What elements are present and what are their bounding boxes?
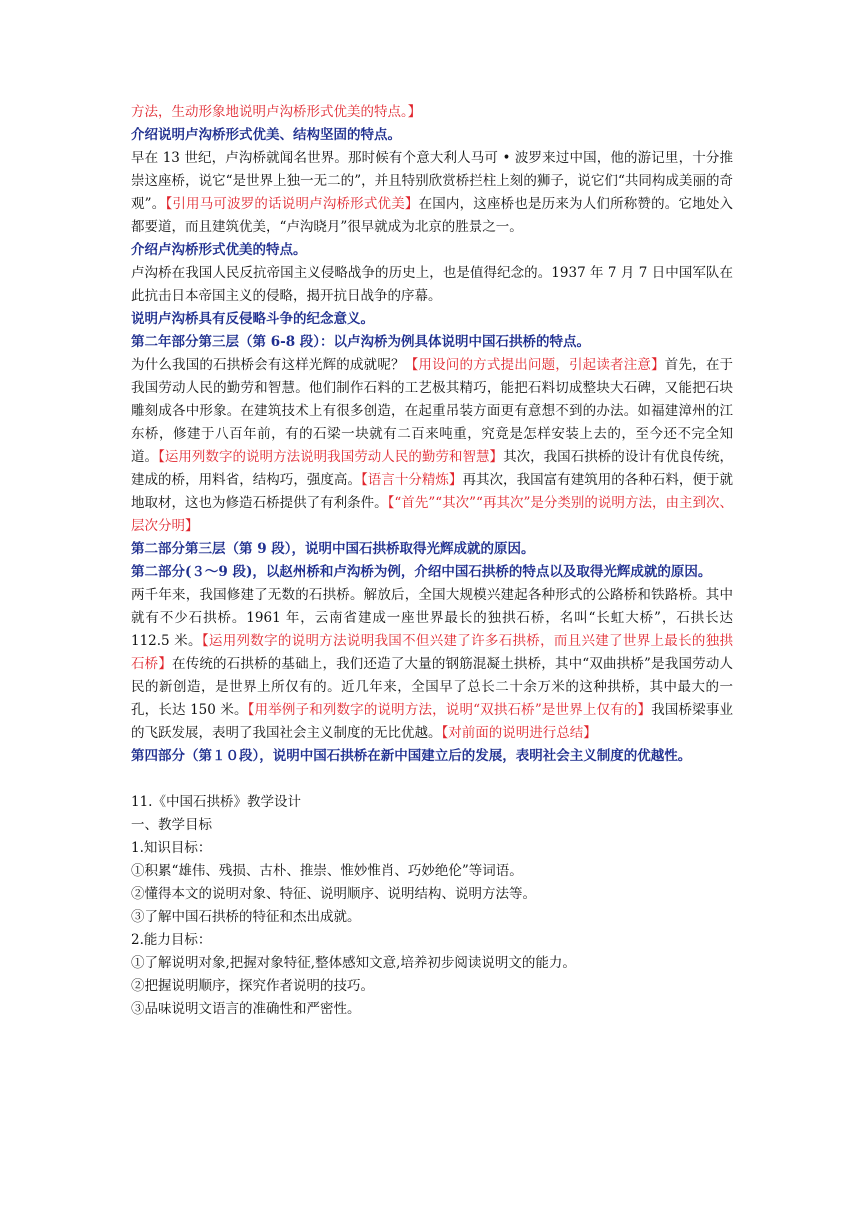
body-text: 2.能力目标： (131, 932, 212, 948)
section-heading: 第四部分（第１０段），说明中国石拱桥在新中国建立后的发展，表明社会主义制度的优越性。 (131, 748, 692, 764)
body-text: ②把握说明顺序，探究作者说明的技巧。 (131, 978, 374, 994)
body-text: 11.《中国石拱桥》教学设计 (131, 794, 301, 810)
section-heading: 介绍卢沟桥形式优美的特点。 (131, 242, 307, 258)
paragraph (131, 147, 733, 239)
body-text: 首先，在于我国劳动人民的勤劳和智慧。他们制作石料的工艺极其精巧，能把石料切成整块大石碑，又能把石块雕刻成各中形象。在建筑技术上有很多创造，在起重吊装方面更有意想不到的办法。如福建漳州的江东桥，修建于八百年前，有的石梁一块就有二百来吨重，究竟是怎样安装上去的，至今还不完全知道。 (131, 357, 734, 465)
document-page (131, 101, 733, 1021)
body-text: ①了解说明对象,把握对象特征,整体感知文意,培养初步阅读说明文的能力。 (131, 955, 576, 971)
annotation-text: 【用设问的方式提出问题，引起读者注意】 (404, 357, 665, 373)
section-heading: 介绍说明卢沟桥形式优美、结构坚固的特点。 (131, 127, 401, 143)
body-text: 在传统的石拱桥的基础上，我们还造了大量的钢筋混凝土拱桥，其中“双曲拱桥”是我国劳动人民的新创造，是世界上所仅有的。近几年来，全国早了总长二十余万米的这种拱桥，其中最大的一孔，长达 150 米。 (131, 656, 733, 718)
body-text: ③品味说明文语言的准确性和严密性。 (131, 1001, 361, 1017)
body-text: 为什么我国的石拱桥会有这样光辉的成就呢？ (131, 357, 405, 373)
body-text: 两千年来，我国修建了无数的石拱桥。解放后，全国大规模兴建起各种形式的公路桥和铁路桥。其中就有不少石拱桥。1961 年，云南省建成一座世界最长的独拱石桥，名叫“长虹大桥”，石拱长达 112.5 米。 (131, 587, 733, 649)
body-text: 再其次，我国富有建筑用的各种石料，便于就地取材，这也为修造石桥提供了有利条件。 (131, 472, 734, 511)
annotation-text: 【语言十分精炼】 (360, 472, 463, 488)
body-text: ②懂得本文的说明对象、特征、说明顺序、说明结构、说明方法等。 (131, 886, 536, 902)
body-text: 一、教学目标 (131, 817, 212, 833)
body-text: 早在 13 世纪，卢沟桥就闻名世界。那时候有个意大利人马可 • 波罗来过中国，他的游记里，十分推崇这座桥，说它“是世界上独一无二的”，并且特别欣赏桥拦柱上刻的狮子，说它们“共同构成美丽的奇观”。 (131, 150, 733, 212)
body-text: 卢沟桥在我国人民反抗帝国主义侵略战争的历史上，也是值得纪念的。1937 年 7 月 7 日中国军队在此抗击日本帝国主义的侵略，揭开抗日战争的序幕。 (131, 265, 733, 304)
body-text: ①积累“雄伟、残损、古朴、推崇、惟妙惟肖、巧妙绝伦”等词语。 (131, 863, 523, 879)
body-text: ③了解中国石拱桥的特征和杰出成就。 (131, 909, 361, 925)
annotation-text: 【运用列数字的说明方法说明我国不但兴建了许多石拱桥，而且兴建了世界上最长的独拱石桥】 (131, 633, 733, 672)
body-text: 1.知识目标： (131, 840, 212, 856)
paragraph (131, 584, 733, 745)
annotation-text: 【运用列数字的说明方法说明我国劳动人民的勤劳和智慧】 (158, 449, 504, 465)
annotation-text: 【对前面的说明进行总结】 (441, 725, 597, 741)
section-heading: 第二部分第三层（第 9 段），说明中国石拱桥取得光辉成就的原因。 (131, 541, 535, 557)
annotation-text: 方法，生动形象地说明卢沟桥形式优美的特点。】 (131, 104, 422, 120)
annotation-text: 【用举例子和列数字的说明方法，说明“双拱石桥”是世界上仅有的】 (247, 702, 652, 718)
blank-line (131, 768, 733, 791)
annotation-text: 【引用马可波罗的话说明卢沟桥形式优美】 (165, 196, 419, 212)
section-heading: 第二部分(３～9 段)，以赵州桥和卢沟桥为例，介绍中国石拱桥的特点以及取得光辉成就的原因。 (131, 564, 712, 580)
annotation-text: 【“首先”“其次”“再其次”是分类别的说明方法，由主到次、层次分明】 (131, 495, 733, 534)
body-text: 其次，我国石拱桥的设计有优良传统，建成的桥，用料省，结构巧，强度高。 (131, 449, 734, 488)
paragraph (131, 354, 733, 538)
section-heading: 说明卢沟桥具有反侵略斗争的纪念意义。 (131, 311, 374, 327)
section-heading: 第二年部分第三层（第 6-8 段）：以卢沟桥为例具体说明中国石拱桥的特点。 (131, 334, 591, 350)
body-text: 在国内，这座桥也是历来为人们所称赞的。它地处入都要道，而且建筑优美，“卢沟晓月”很早就成为北京的胜景之一。 (131, 196, 733, 235)
body-text: 我国桥梁事业的飞跃发展，表明了我国社会主义制度的无比优越。 (131, 702, 733, 741)
